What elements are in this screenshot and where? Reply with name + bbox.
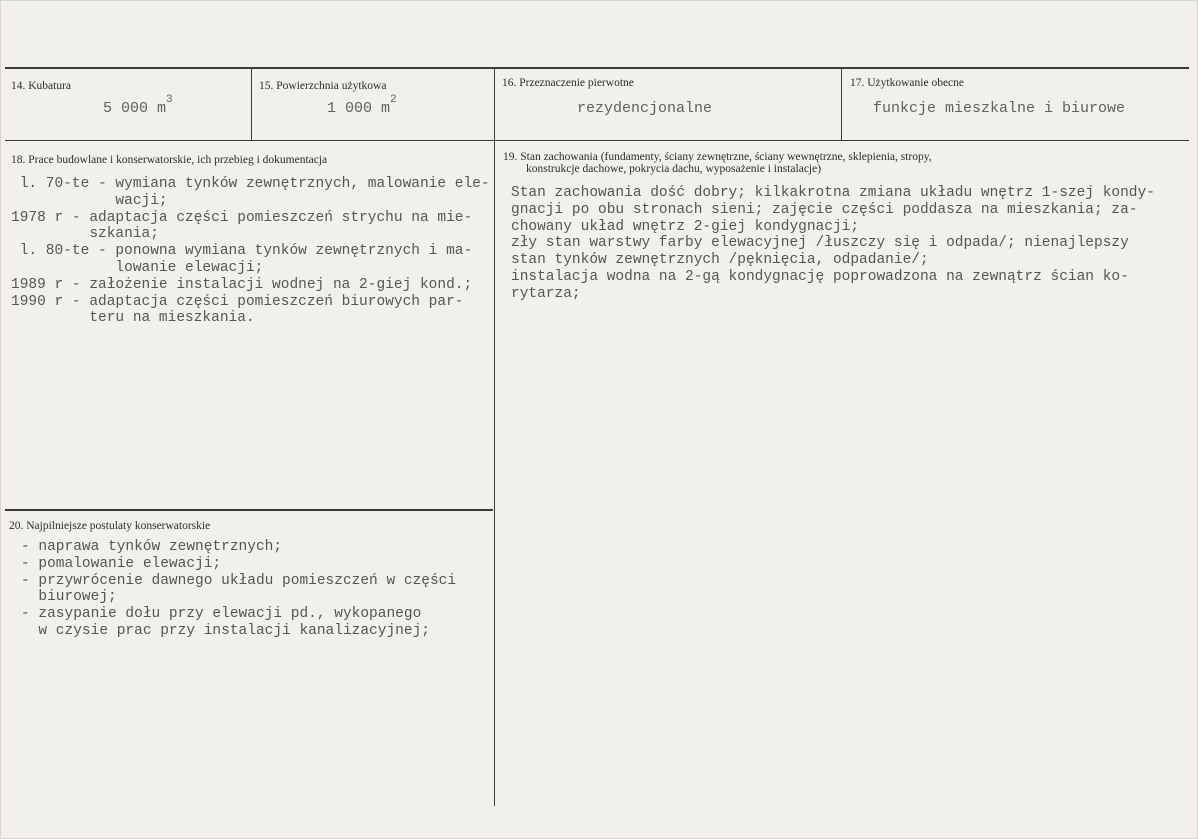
top-rule	[5, 67, 1189, 69]
typed-line: - zasypanie dołu przy elewacji pd., wykopanego	[21, 606, 422, 623]
typed-line: stan tynków zewnętrznych /pęknięcia, odpadanie/;	[511, 252, 929, 269]
divider-14-15	[251, 69, 252, 140]
powierzchnia-label: 15. Powierzchnia użytkowa	[259, 80, 387, 92]
stan-zachowania-label-line2: konstrukcje dachowe, pokrycia dachu, wyposażenie i instalacje)	[526, 163, 822, 175]
kubatura-unit-exponent: 3	[166, 94, 173, 106]
typed-line: gnacji po obu stronach sieni; zajęcie części poddasza na mieszkania; za-	[511, 201, 1138, 218]
typed-line: szkania;	[11, 226, 159, 243]
typed-line: zły stan warstwy farby elewacyjnej /łuszczy się i odpada/; nienajlepszy	[511, 235, 1129, 252]
kubatura-label: 14. Kubatura	[11, 80, 72, 92]
divider-15-16	[494, 69, 495, 806]
prace-budowlane-text	[11, 176, 490, 327]
typed-line: 1978 r - adaptacja części pomieszczeń strychu na mie-	[11, 209, 473, 226]
stan-zachowania-text	[511, 185, 1155, 303]
typed-line: - naprawa tynków zewnętrznych;	[21, 539, 283, 555]
typed-line: wacji;	[11, 192, 168, 209]
typed-line: rytarza;	[511, 285, 581, 302]
typed-line: chowany układ wnętrz 2-giej kondygnacji;	[511, 218, 860, 235]
stan-zachowania-label-line1: 19. Stan zachowania (fundamenty, ściany zewnętrzne, ściany wewnętrzne, sklepienia, stropy,	[503, 151, 932, 163]
section20-top-rule	[5, 509, 493, 511]
typed-line: - przywrócenie dawnego układu pomieszczeń w części	[21, 572, 457, 589]
row-divider-rule	[5, 140, 1189, 141]
przeznaczenie-value: rezydencjonalne	[577, 100, 713, 117]
typed-line: biurowej;	[21, 589, 117, 606]
typed-line: - pomalowanie elewacji;	[21, 555, 222, 572]
typed-line: teru na mieszkania.	[11, 310, 255, 327]
typed-line: l. 70-te - wymiana tynków zewnętrznych, malowanie ele-	[11, 176, 490, 192]
typed-line: w czysie prac przy instalacji kanalizacyjnej;	[21, 622, 430, 639]
typed-line: 1990 r - adaptacja części pomieszczeń biurowych par-	[11, 293, 464, 310]
typed-line: lowanie elewacji;	[11, 259, 264, 276]
kubatura-value: 5 000 $m^3$	[103, 94, 173, 117]
typed-line: instalacja wodna na 2-gą kondygnację poprowadzona na zewnątrz ścian ko-	[511, 268, 1129, 285]
uzytkowanie-value: funkcje mieszkalne i biurowe	[873, 100, 1126, 117]
postulaty-text	[21, 539, 456, 640]
prace-budowlane-label: 18. Prace budowlane i konserwatorskie, ich przebieg i dokumentacja	[11, 154, 328, 166]
typed-line: Stan zachowania dość dobry; kilkakrotna zmiana układu wnętrz 1-szej kondy-	[511, 185, 1155, 201]
przeznaczenie-label: 16. Przeznaczenie pierwotne	[502, 77, 634, 89]
powierzchnia-value: 1 000 $m^2$	[327, 94, 397, 117]
divider-16-17	[841, 69, 842, 140]
powierzchnia-unit-exponent: 2	[390, 94, 397, 106]
typed-line: 1989 r - założenie instalacji wodnej na 2-giej kond.;	[11, 276, 473, 293]
uzytkowanie-label: 17. Użytkowanie obecne	[850, 77, 965, 89]
typed-line: l. 80-te - ponowna wymiana tynków zewnętrznych i ma-	[11, 243, 473, 260]
postulaty-label: 20. Najpilniejsze postulaty konserwatorskie	[9, 520, 211, 532]
